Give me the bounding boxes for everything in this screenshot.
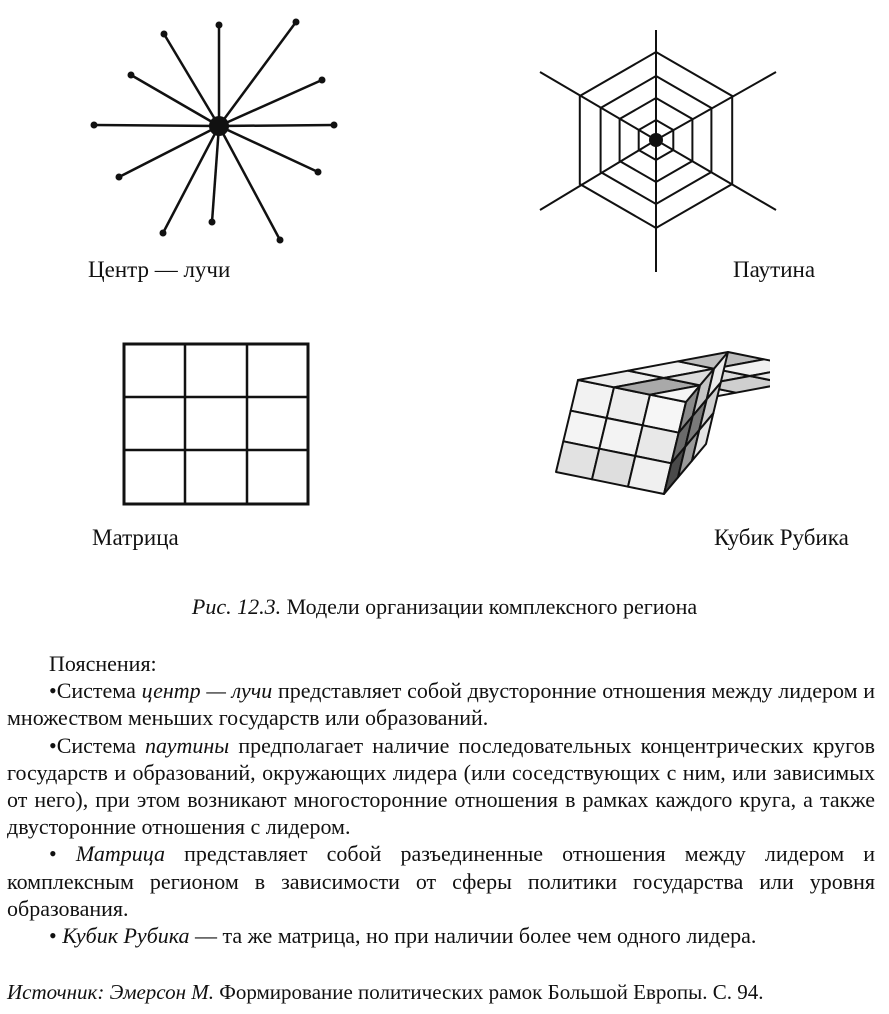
- term: центр — лучи: [141, 678, 273, 704]
- source-note: [7, 980, 763, 1005]
- term: Кубик Рубика: [62, 923, 190, 949]
- star-ray: [94, 125, 219, 126]
- cube-label: Кубик Рубика: [714, 525, 849, 550]
- web-diagram: [530, 30, 790, 275]
- star-ray: [212, 126, 219, 222]
- star-center: [209, 116, 229, 136]
- web-spoke: [656, 140, 776, 210]
- star-ray-end: [277, 237, 284, 244]
- star-ray: [219, 126, 280, 240]
- figure-number: Рис. 12.3.: [191, 594, 282, 619]
- star-ray-end: [209, 219, 216, 226]
- matrix-frame: [124, 344, 308, 504]
- star-ray-end: [293, 19, 300, 26]
- figure-caption: [0, 594, 889, 620]
- explanation-item: • Кубик Рубика — та же матрица, но при наличии более чем одного лидера.: [49, 923, 757, 949]
- star-ray-end: [116, 174, 123, 181]
- rubik-cube-diagram: [550, 345, 770, 525]
- web-center: [649, 133, 663, 147]
- web-spoke: [540, 140, 656, 210]
- star-diagram: [80, 15, 350, 255]
- source-label: Источник: Эмерсон М.: [7, 980, 214, 1004]
- star-ray: [219, 80, 322, 126]
- star-ray: [219, 22, 296, 126]
- star-ray-end: [319, 77, 326, 84]
- web-label: Паутина: [733, 257, 816, 282]
- star-ray: [163, 126, 219, 233]
- explanation-item: • Матрица представляет собой разъединенные отношения между лидером и комплексным регионом в зависимости от сферы политики государства или уровня образования.: [7, 841, 876, 921]
- matrix-diagram: [118, 338, 314, 510]
- web-spoke: [540, 72, 656, 140]
- term: Матрица: [75, 841, 165, 867]
- star-label: Центр — лучи: [88, 257, 231, 282]
- star-ray: [219, 126, 318, 172]
- explanations-heading: Пояснения:: [49, 651, 157, 676]
- star-ray: [119, 126, 219, 177]
- explanation-item: •Система паутины предполагает наличие последовательных концентрических кругов государств и образований, окружающих лидера (или соседствующих с ним, или зависимых от него), при этом возникают многосторонние отношения в рамках каждого круга, а также двусторонние отношения с лидером.: [7, 732, 875, 840]
- star-ray-end: [216, 22, 223, 29]
- star-ray: [164, 34, 219, 126]
- star-ray-end: [160, 230, 167, 237]
- star-ray-end: [161, 31, 168, 38]
- source-text: Формирование политических рамок Большой Европы. С. 94.: [219, 980, 764, 1004]
- star-ray-end: [331, 122, 338, 129]
- web-spoke: [656, 72, 776, 140]
- star-ray-end: [128, 72, 135, 79]
- star-ray-end: [91, 122, 98, 129]
- matrix-label: Матрица: [92, 525, 179, 550]
- figure-title: Модели организации комплексного региона: [286, 594, 698, 619]
- term: паутины: [144, 732, 230, 758]
- explanations: [7, 650, 875, 949]
- explanation-item: •Система центр — лучи представляет собой двусторонние отношения между лидером и множеством меньших государств или образований.: [7, 678, 875, 731]
- star-ray: [131, 75, 219, 126]
- star-ray: [219, 125, 334, 126]
- star-ray-end: [315, 169, 322, 176]
